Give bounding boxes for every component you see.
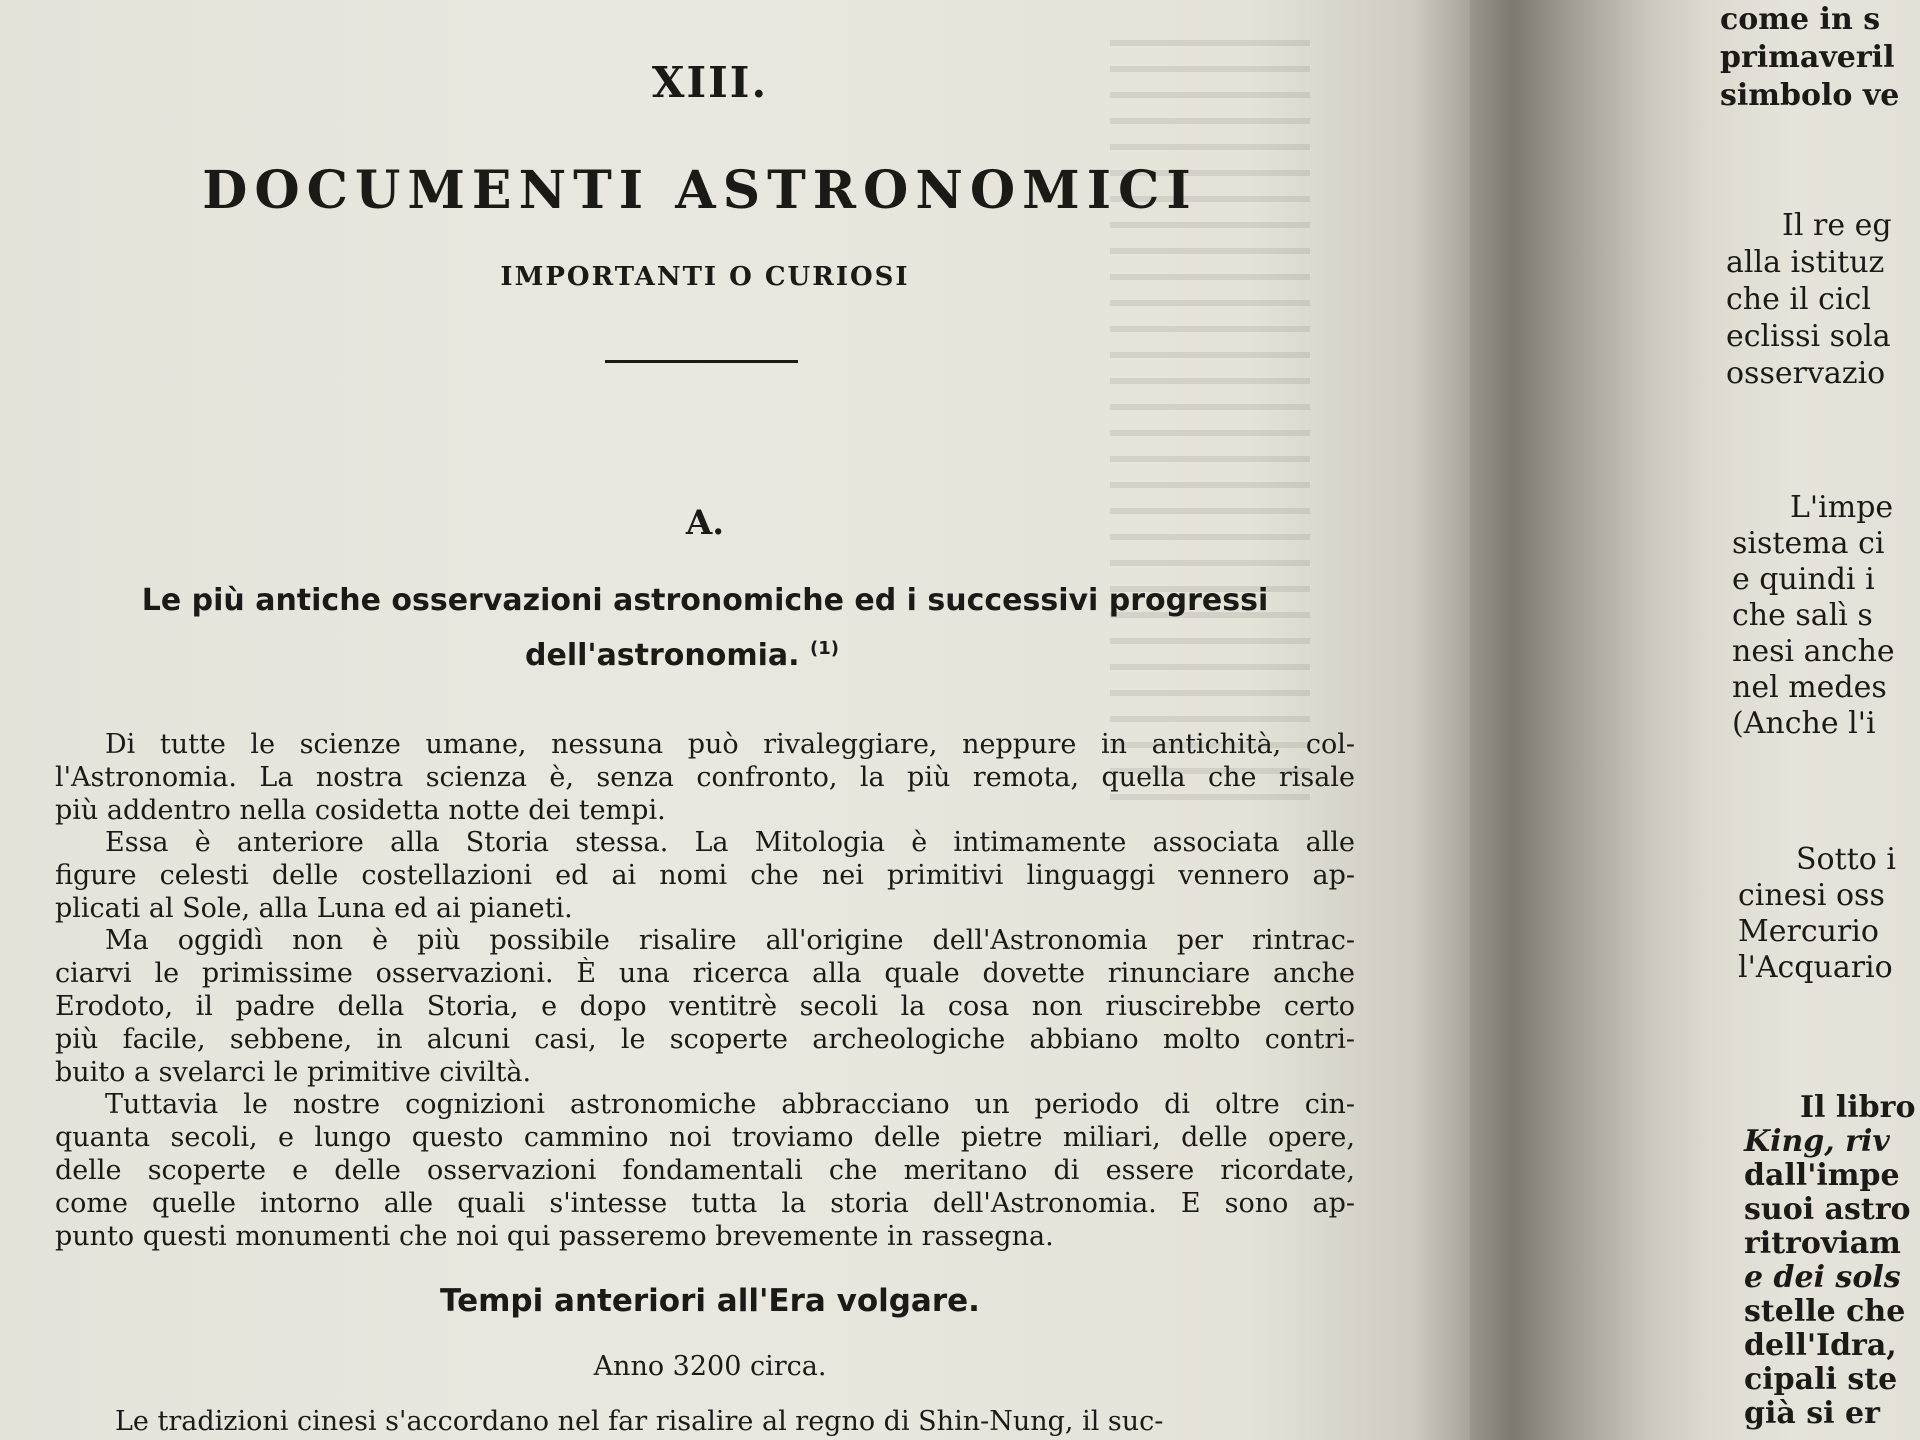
right-page-line: King, riv (1744, 1124, 1890, 1159)
body-line: Tuttavia le nostre cognizioni astronomiche abbracciano un periodo di oltre cin- (105, 1089, 1355, 1120)
chapter-title: DOCUMENTI ASTRONOMICI (202, 160, 1198, 221)
right-page-line: ritroviam (1744, 1226, 1901, 1261)
section-letter: A. (685, 503, 725, 543)
subheading: Tempi anteriori all'Era volgare. (440, 1283, 980, 1319)
paragraph-2 (55, 826, 1355, 925)
right-page-line: alla istituz (1726, 245, 1885, 280)
section-title-line-2 (525, 638, 839, 673)
section-title-text: dell'astronomia. (524, 638, 800, 673)
right-page-line: come in s (1720, 2, 1881, 37)
right-page-line: cinesi oss (1738, 878, 1885, 913)
chapter-number: XIII. (651, 58, 769, 107)
right-page-line: cipali ste (1744, 1362, 1898, 1397)
right-page-line: eclissi sola (1726, 319, 1891, 354)
right-page-line: Sotto i (1796, 842, 1896, 877)
body-line: l'Astronomia. La nostra scienza è, senza confronto, la più remota, quella che risale (55, 762, 1355, 793)
right-page-line: Il re eg (1782, 208, 1892, 243)
right-page-line: dell'Idra, (1744, 1328, 1897, 1363)
body-line: Erodoto, il padre della Storia, e dopo ventitrè secoli la cosa non riuscirebbe certo (55, 991, 1355, 1022)
right-page-line: che salì s (1732, 598, 1873, 633)
body-line: buito a svelarci le primitive civiltà. (55, 1057, 532, 1088)
body-line: più facile, sebbene, in alcuni casi, le scoperte archeologiche abbiano molto contri- (55, 1024, 1355, 1055)
right-page-line: dall'impe (1744, 1158, 1900, 1193)
book-gutter (1470, 0, 1710, 1440)
right-page-line: l'Acquario (1738, 950, 1893, 985)
right-page-line: già si er (1744, 1396, 1880, 1431)
body-line: Essa è anteriore alla Storia stessa. La Mitologia è intimamente associata alle (105, 827, 1355, 858)
right-page-line: Mercurio (1738, 914, 1879, 949)
right-page-line: nesi anche (1732, 634, 1895, 669)
body-line: delle scoperte e delle osservazioni fondamentali che meritano di essere ricordate, (55, 1155, 1355, 1186)
show-through-text (1110, 40, 1310, 800)
right-page-line: L'impe (1790, 490, 1894, 525)
year-line: Anno 3200 circa. (593, 1351, 827, 1382)
right-page-line: stelle che (1744, 1294, 1906, 1329)
body-line: ciarvi le primissime osservazioni. È una ricerca alla quale dovette rinunciare anche (55, 958, 1355, 989)
body-line: figure celesti delle costellazioni ed ai nomi che nei primitivi linguaggi vennero ap- (55, 860, 1355, 891)
body-line: come quelle intorno alle quali s'intesse tutta la storia dell'Astronomia. E sono ap- (55, 1188, 1355, 1219)
right-page-line: primaveril (1720, 40, 1895, 75)
right-page-line: che il cicl (1726, 282, 1871, 317)
body-line: punto questi monumenti che noi qui passeremo brevemente in rassegna. (55, 1221, 1054, 1252)
body-line: Ma oggidì non è più possibile risalire all'origine dell'Astronomia per rintrac- (105, 925, 1355, 956)
right-page-line: Il libro (1800, 1090, 1916, 1125)
body-line: plicati al Sole, alla Luna ed ai pianeti. (55, 893, 573, 924)
body-line: Di tutte le scienze umane, nessuna può rivaleggiare, neppure in antichità, col- (105, 729, 1355, 760)
paragraph-1 (55, 728, 1355, 827)
right-page-line: suoi astro (1744, 1192, 1911, 1227)
body-line: quanta secoli, e lungo questo cammino noi troviamo delle pietre miliari, delle opere, (55, 1122, 1355, 1153)
right-page-line: sistema ci (1732, 526, 1885, 561)
body-line: più addentro nella cosidetta notte dei tempi. (55, 795, 666, 826)
footnote-reference: (1) (810, 638, 840, 659)
paragraph-3 (55, 924, 1355, 1089)
chapter-subtitle: IMPORTANTI O CURIOSI (500, 262, 910, 292)
section-title-line-1: Le più antiche osservazioni astronomiche ed i successivi progressi (141, 583, 1269, 618)
right-page-line: e dei sols (1744, 1260, 1901, 1295)
paragraph-4 (55, 1088, 1355, 1253)
right-page-line: (Anche l'i (1732, 706, 1876, 741)
right-page-line: simbolo ve (1720, 78, 1900, 113)
right-page-line: nel medes (1732, 670, 1887, 705)
title-divider (605, 360, 798, 363)
right-page-line: osservazio (1726, 356, 1886, 391)
right-page-line: e quindi i (1732, 562, 1875, 597)
body-line-partial: Le tradizioni cinesi s'accordano nel far risalire al regno di Shin-Nung, il suc- (115, 1406, 1164, 1437)
